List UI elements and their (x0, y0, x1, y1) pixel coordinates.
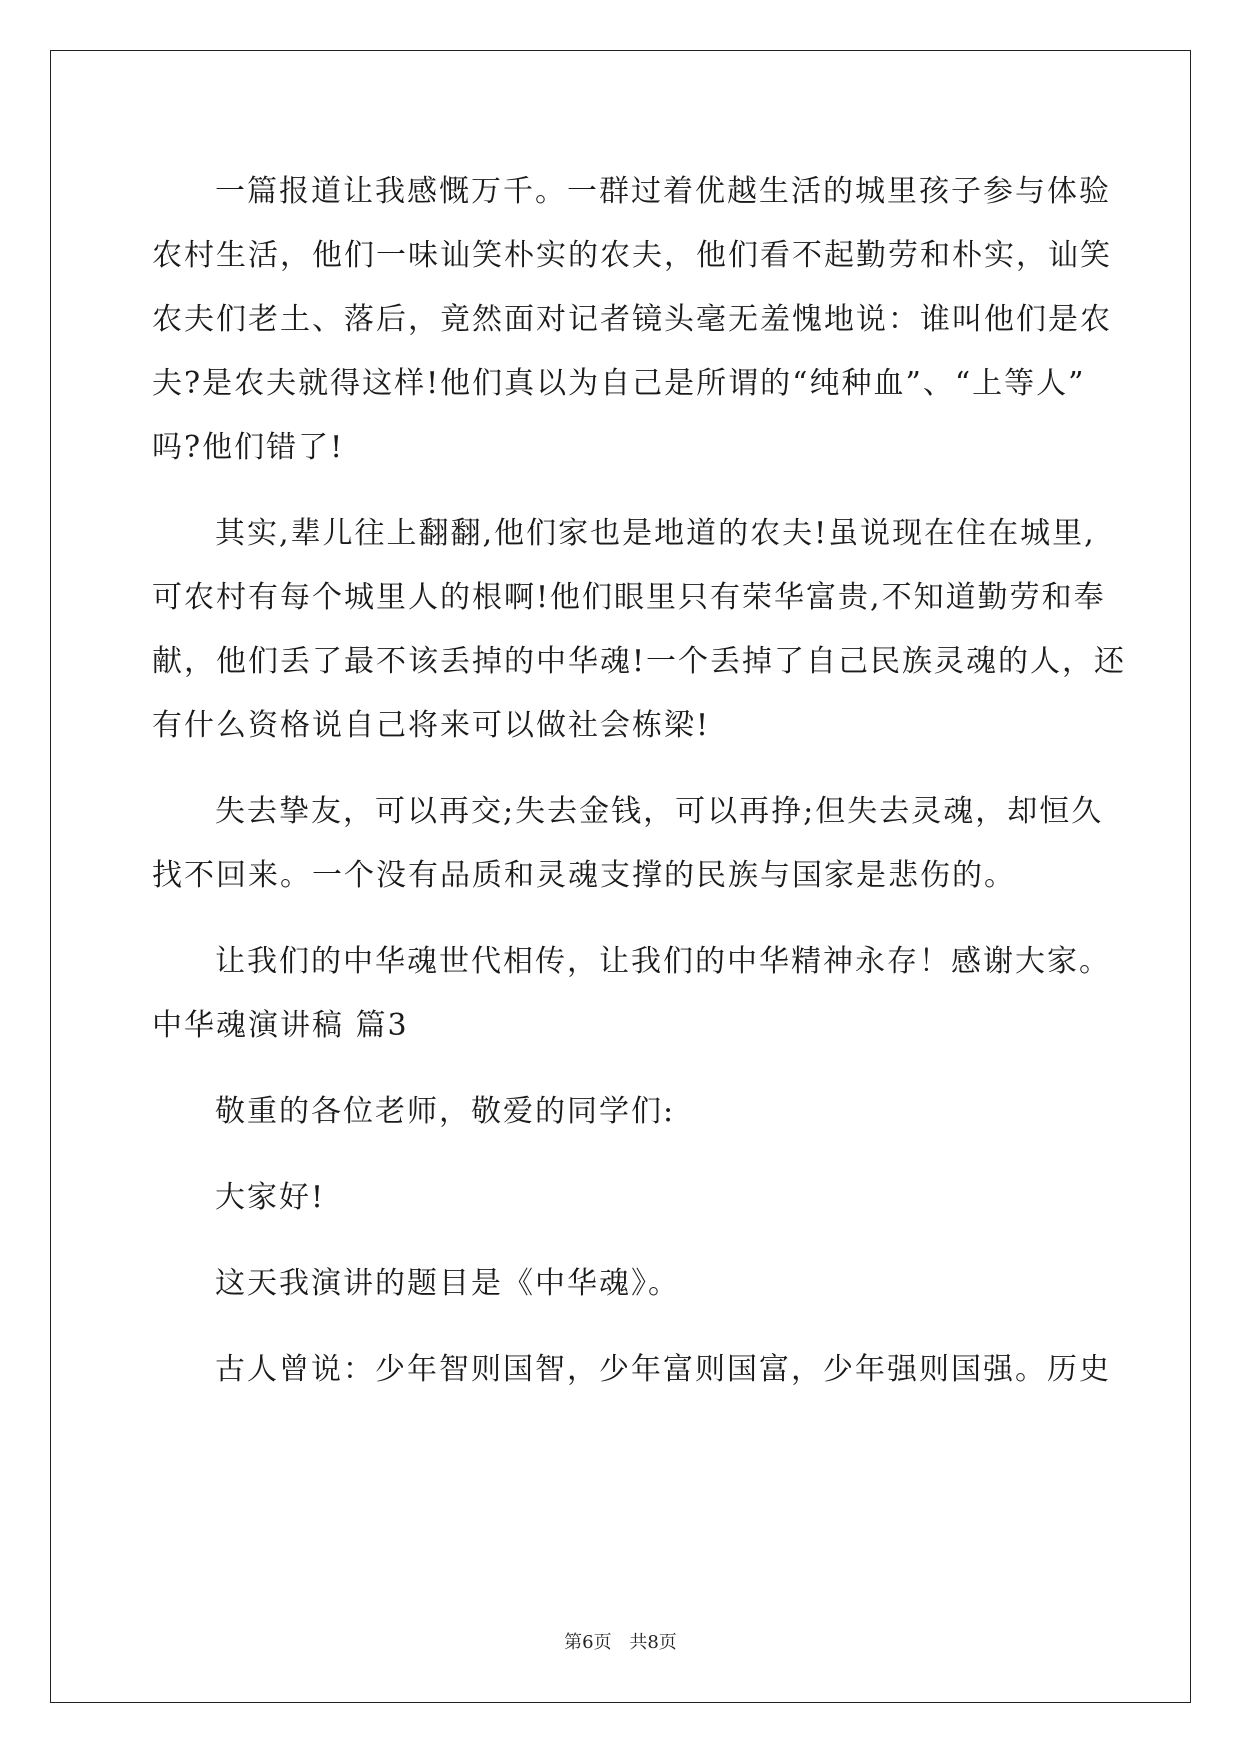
greeting: 大家好! (215, 1180, 326, 1215)
section-title: 中华魂演讲稿 篇3 (152, 1008, 409, 1043)
text-line: 农村生活，他们一味讪笑朴实的农夫，他们看不起勤劳和朴实，讪笑 (152, 238, 1112, 273)
paragraph-2 (152, 502, 1127, 758)
text-line: 吗?他们错了! (152, 430, 345, 465)
page-total: 共8页 (629, 1632, 677, 1653)
document-body (152, 160, 1127, 1402)
paragraph-4 (152, 930, 1111, 994)
paragraph-1 (152, 160, 1112, 480)
text-line: 夫?是农夫就得这样!他们真以为自己是所谓的“纯种血”、“上等人” (152, 366, 1086, 401)
text-line: 一篇报道让我感慨万千。一群过着优越生活的城里孩子参与体验 (215, 174, 1111, 209)
text-line: 有什么资格说自己将来可以做社会栋梁! (152, 708, 711, 743)
paragraph-3 (152, 780, 1104, 908)
text-line: 献，他们丢了最不该丢掉的中华魂!一个丢掉了自己民族灵魂的人，还 (152, 644, 1127, 679)
page-footer (0, 1628, 1241, 1654)
text-line: 可农村有每个城里人的根啊!他们眼里只有荣华富贵,不知道勤劳和奉 (152, 580, 1106, 615)
page-number: 第6页 (564, 1632, 612, 1653)
salutation: 敬重的各位老师，敬爱的同学们: (215, 1094, 676, 1129)
text-line: 其实,辈儿往上翻翻,他们家也是地道的农夫!虽说现在住在城里, (215, 516, 1096, 551)
text-line: 找不回来。一个没有品质和灵魂支撑的民族与国家是悲伤的。 (152, 858, 1016, 893)
text-line: 失去挚友，可以再交;失去金钱，可以再挣;但失去灵魂，却恒久 (215, 794, 1104, 829)
text-line: 农夫们老土、落后，竟然面对记者镜头毫无羞愧地说：谁叫他们是农 (152, 302, 1112, 337)
speech-topic: 这天我演讲的题目是《中华魂》。 (215, 1266, 680, 1301)
text-line: 让我们的中华魂世代相传，让我们的中华精神永存！感谢大家。 (215, 944, 1111, 979)
text-line: 古人曾说：少年智则国智，少年富则国富，少年强则国强。历史 (215, 1352, 1111, 1387)
